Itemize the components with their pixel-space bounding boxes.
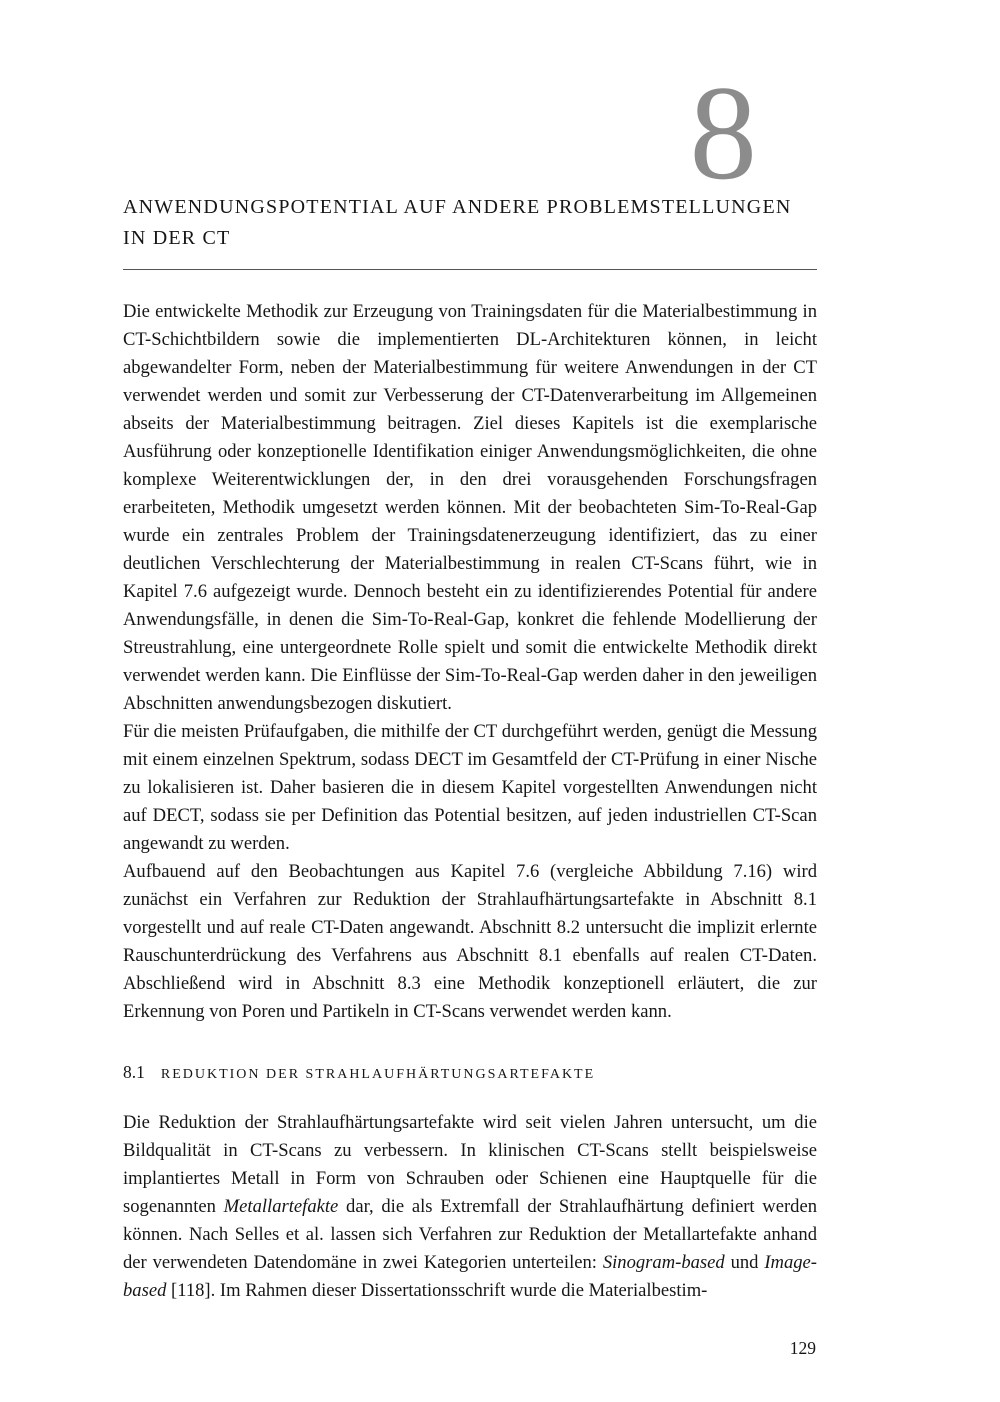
- section-title: REDUKTION DER STRAHLAUFHÄRTUNGSARTEFAKTE: [160, 1067, 596, 1082]
- paragraph-outline: Aufbauend auf den Beobachtungen aus Kapitel 7.6 (vergleiche Abbildung 7.16) wird zunächst ein Verfahren zur Reduktion der Strahlaufhärtungsartefakte in Abschnitt 8.1 vorgestellt und auf reale CT-Daten angewandt. Abschnitt 8.2 untersucht die implizit erlernte Rauschunterdrückung des Verfahrens aus Abschnitt 8.1 ebenfalls auf realen CT-Daten. Abschließend wird in Abschnitt 8.3 eine Methodik konzeptionell erläutert, die zur Erkennung von Poren und Partikeln in CT-Scans verwendet werden kann.: [123, 861, 817, 1022]
- text-block: [123, 0, 817, 1305]
- chapter-title-line-2: IN DER CT: [123, 227, 231, 249]
- chapter-number: 8: [689, 59, 757, 208]
- section-heading: [123, 1062, 817, 1083]
- page-number: 129: [789, 1338, 816, 1358]
- paragraph-intro: Die entwickelte Methodik zur Erzeugung von Trainingsdaten für die Materialbestimmung in CT-Schichtbildern sowie die implementierten DL-Architekturen können, in leicht abgewandelter Form, neben der Materialbestimmung für weitere Anwendungen in der CT verwendet werden und somit zur Verbesserung der CT-Datenverarbeitung im Allgemeinen abseits der Materialbestimmung beitragen. Ziel dieses Kapitels ist die exemplarische Ausführung oder konzeptionelle Identifikation einiger Anwendungsmöglichkeiten, die ohne komplexe Weiterentwicklungen der, in den drei vorausgehenden Forschungsfragen erarbeiteten, Methodik umgesetzt werden können. Mit der beobachteten Sim-To-Real-Gap wurde ein zentrales Problem der Trainingsdatenerzeugung identifiziert, das zu einer deutlichen Verschlechterung der Materialbestimmung in realen CT-Scans führt, wie in Kapitel 7.6 aufgezeigt wurde. Dennoch besteht ein zu identifizierendes Potential für andere Anwendungsfälle, in denen die Sim-To-Real-Gap, konkret die fehlende Modellierung der Streustrahlung, eine untergeordnete Rolle spielt und somit die entwickelte Methodik direkt verwendet werden kann. Die Einflüsse der Sim-To-Real-Gap werden daher in den jeweiligen Abschnitten anwendungsbezogen diskutiert.: [123, 301, 817, 714]
- chapter-title-rule: [123, 269, 817, 270]
- paragraph-section-intro: Die Reduktion der Strahlaufhärtungsartefakte wird seit vielen Jahren untersucht, um die Bildqualität in CT-Scans zu verbessern. In klinischen CT-Scans stellt beispielsweise implantiertes Metall in Form von Schrauben oder Schienen eine Hauptquelle für die sogenannten Metallartefakte dar, die als Extremfall der Strahlaufhärtung definiert werden können. Nach Selles et al. lassen sich Verfahren zur Reduktion der Metallartefakte anhand der verwendeten Datendomäne in zwei Kategorien unterteilen: Sinogram-based und Image-based [118]. Im Rahmen dieser Dissertationsschrift wurde die Materialbestim-: [123, 1112, 817, 1301]
- paragraph-dect: Für die meisten Prüfaufgaben, die mithilfe der CT durchgeführt werden, genügt die Messung mit einem einzelnen Spektrum, sodass DECT im Gesamtfeld der CT-Prüfung in einer Nische zu lokalisieren ist. Daher basieren die in diesem Kapitel vorgestellten Anwendungen nicht auf DECT, sodass sie per Definition das Potential besitzen, auf jeden industriellen CT-Scan angewandt zu werden.: [123, 721, 817, 854]
- chapter-title-line-1: ANWENDUNGSPOTENTIAL AUF ANDERE PROBLEMSTELLUNGEN: [123, 196, 792, 218]
- section-number: 8.1: [123, 1062, 145, 1082]
